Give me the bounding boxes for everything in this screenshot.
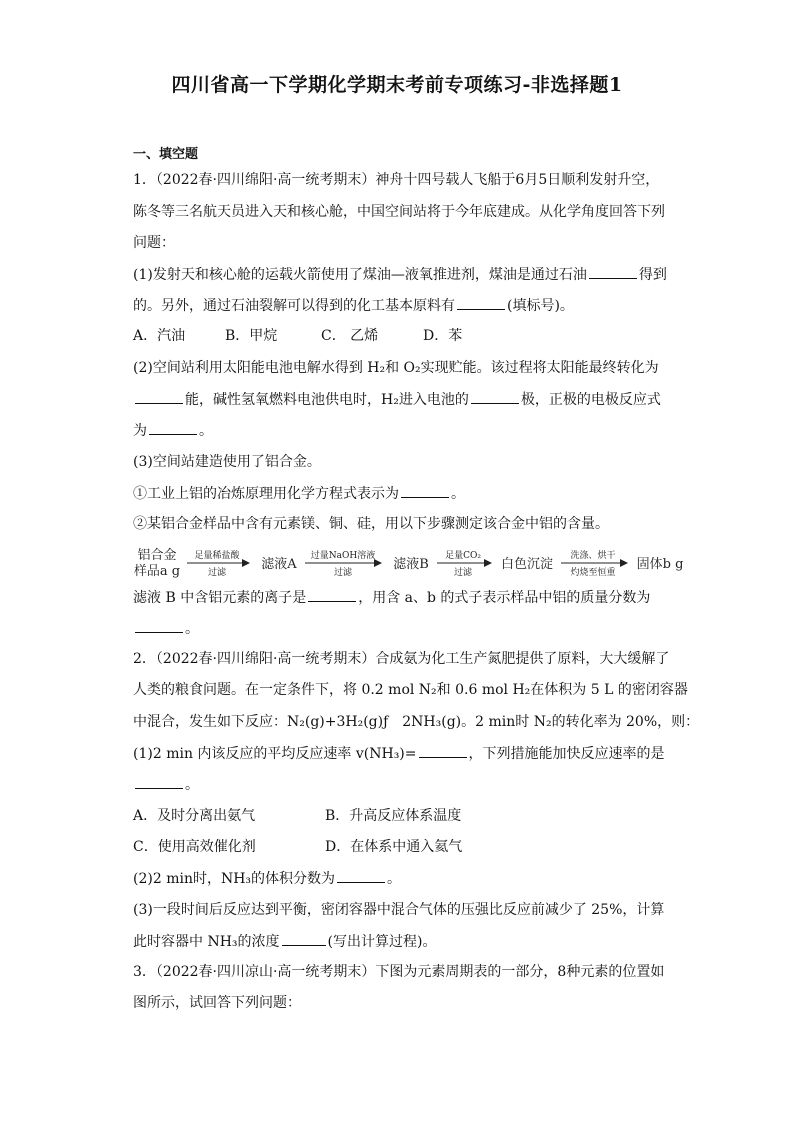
- flow-step1-reagent: 足量稀盐酸: [194, 551, 240, 561]
- q1-part2-line1: (2)空间站利用太阳能电池电解水得到 H₂和 O₂实现贮能。该过程将太阳能最终转化为: [133, 360, 659, 376]
- q2-part3-line1: (3)一段时间后反应达到平衡，密闭容器中混合气体的压强比反应前减少了 25%，计算: [133, 902, 665, 918]
- q2-part3-line2: 此时容器中 NH₃的浓度 (写出计算过程)。: [133, 931, 436, 952]
- flow-start-label2: 样品a g: [133, 564, 181, 579]
- q3-intro-line2: 图所示，试回答下列问题：: [133, 995, 301, 1011]
- q1-options: [133, 326, 462, 346]
- section-heading: 一、填空题: [133, 147, 199, 162]
- q2-intro-line1: 2．（2022春·四川绵阳·高一统考期末）合成氨为化工生产氮肥提供了原料，大大缓解了: [133, 651, 670, 667]
- flow-node-solid: 固体b g: [636, 557, 684, 572]
- flow-step3-reagent: 足量CO₂: [445, 551, 481, 561]
- q1-option-b: B．甲烷: [225, 328, 278, 344]
- flow-node-filtrate-a: 滤液A: [261, 557, 297, 572]
- answer-blank: [282, 931, 326, 946]
- q2-option-d: D．在体系中通入氦气: [325, 839, 463, 855]
- q1-option-a: A．汽油: [133, 328, 186, 344]
- answer-blank: [149, 420, 197, 435]
- process-flow-diagram: [133, 545, 693, 581]
- q1-intro-line1: 1．（2022春·四川绵阳·高一统考期末）神舟十四号载人飞船于6月5日顺利发射升空，: [133, 172, 660, 188]
- q2-intro-line2: 人类的粮食问题。在一定条件下，将 0.2 mol N₂和 0.6 mol H₂在体积为 5 L 的密闭容器: [133, 682, 688, 698]
- q1-part2-line2: 能，碱性氢氧燃料电池供电时，H₂进入电池的 极，正极的电极反应式: [133, 389, 661, 410]
- flow-start-label1: 铝合金: [137, 548, 177, 563]
- q2-options-row1: [133, 806, 461, 826]
- q2-part1-line2: 。: [133, 774, 199, 795]
- flow-step3-op: 过滤: [453, 568, 473, 578]
- answer-blank: [135, 618, 183, 633]
- q2-options-row2: [133, 837, 462, 857]
- q1-intro-line3: 问题：: [133, 235, 175, 251]
- q1-part1-line2: 的。另外，通过石油裂解可以得到的化工基本原料有 (填标号)。: [133, 295, 574, 316]
- answer-blank: [308, 587, 356, 602]
- q2-intro-line3: 中混合，发生如下反应：N₂(g)+3H₂(g)ƒ 2NH₃(g)。2 min时 N₂的转化率为 20%，则：: [133, 714, 700, 730]
- answer-blank: [135, 774, 183, 789]
- answer-blank: [135, 389, 183, 404]
- q2-part2: (2)2 min时，NH₃的体积分数为 。: [133, 868, 401, 889]
- answer-blank: [589, 264, 637, 279]
- q1-part3-fraction: 。: [133, 618, 199, 639]
- answer-blank: [457, 295, 505, 310]
- q3-intro-line1: 3．（2022春·四川凉山·高一统考期末）下图为元素周期表的一部分，8种元素的位置如: [133, 964, 665, 980]
- flow-node-white-precipitate: 白色沉淀: [500, 557, 554, 572]
- q1-option-c: C． 乙烯: [321, 328, 379, 344]
- flow-step2-reagent: 过量NaOH溶液: [310, 551, 376, 561]
- q1-part3-ii: ②某铝合金样品中含有元素镁、铜、硅，用以下步骤测定该合金中铝的含量。: [133, 516, 609, 532]
- answer-blank: [337, 868, 385, 883]
- answer-blank: [401, 483, 449, 498]
- answer-blank: [471, 389, 519, 404]
- q1-part3: (3)空间站建造使用了铝合金。: [133, 454, 321, 470]
- q2-option-b: B．升高反应体系温度: [325, 808, 462, 824]
- answer-blank: [419, 743, 467, 758]
- flow-step2-op: 过滤: [333, 568, 353, 578]
- page-title: 四川省高一下学期化学期末考前专项练习-非选择题1: [171, 74, 623, 96]
- q1-intro-line2: 陈冬等三名航天员进入天和核心舱，中国空间站将于今年底建成。从化学角度回答下列: [133, 204, 665, 220]
- flow-node-filtrate-b: 滤液B: [393, 557, 429, 572]
- flow-step4-op: 洗涤、烘干: [570, 551, 616, 561]
- q2-part1-line1: (1)2 min 内该反应的平均反应速率 v(NH₃)= ，下列措施能加快反应速率的是: [133, 743, 665, 764]
- q1-option-d: D．苯: [423, 328, 463, 344]
- q1-part3-i: ①工业上铝的冶炼原理用化学方程式表示为 。: [133, 483, 465, 504]
- q1-part3-filtrate: 滤液 B 中含铝元素的离子是 ，用含 a、b 的式子表示样品中铝的质量分数为: [133, 587, 650, 608]
- q2-option-c: C．使用高效催化剂: [133, 839, 256, 855]
- q2-option-a: A．及时分离出氨气: [133, 808, 256, 824]
- flow-step1-op: 过滤: [207, 568, 227, 578]
- q1-part1-line1: (1)发射天和核心舱的运载火箭使用了煤油—液氧推进剂，煤油是通过石油 得到: [133, 264, 667, 285]
- flow-step4-op2: 灼烧至恒重: [570, 568, 616, 578]
- q1-part2-line3: 为 。: [133, 420, 213, 441]
